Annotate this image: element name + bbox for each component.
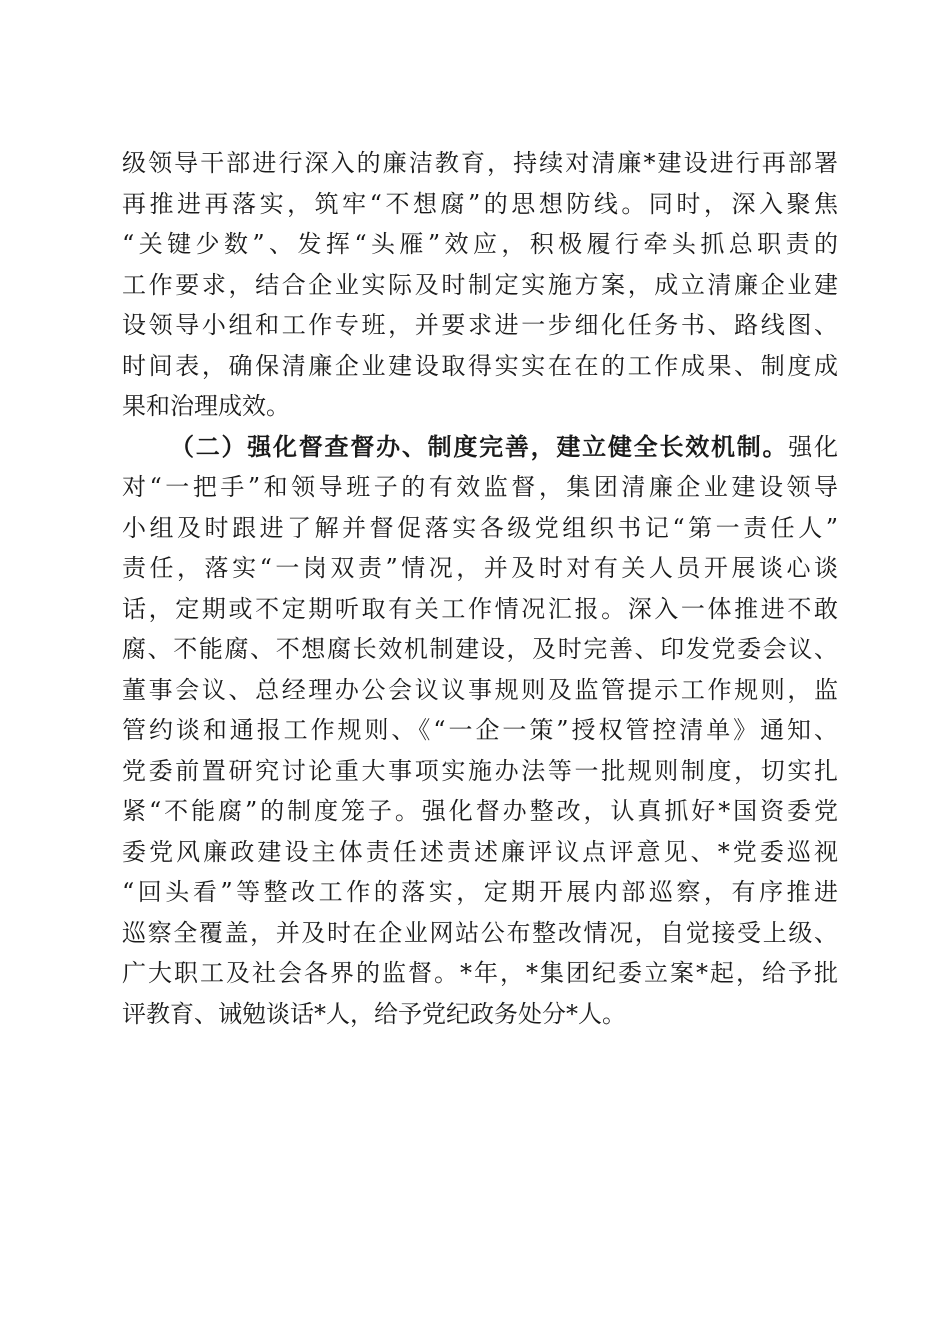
paragraph-line: 腐、不能腐、不想腐长效机制建设，及时完善、印发党委会议、: [122, 635, 838, 663]
paragraph-line: 小组及时跟进了解并督促落实各级党组织书记“第一责任人”: [122, 513, 838, 542]
paragraph-line: 广大职工及社会各界的监督。*年，*集团纪委立案*起，给予批: [122, 959, 838, 987]
paragraph-line: “关键少数”、发挥“头雁”效应，积极履行牵头抓总职责的: [122, 230, 838, 258]
paragraph-first-line: [122, 427, 838, 468]
paragraph-line: 对“一把手”和领导班子的有效监督，集团清廉企业建设领导: [122, 473, 838, 501]
paragraph-line: 果和治理成效。: [122, 392, 290, 420]
paragraph-line: 管约谈和通报工作规则、《“一企一策”授权管控清单》通知、: [122, 716, 838, 744]
paragraph-line: 设领导小组和工作专班，并要求进一步细化任务书、路线图、: [122, 311, 838, 339]
paragraph-line: 话，定期或不定期听取有关工作情况汇报。深入一体推进不敢: [122, 594, 838, 623]
paragraph-line: 董事会议、总经理办公会议议事规则及监管提示工作规则，监: [122, 675, 838, 704]
paragraph-line: 紧“不能腐”的制度笼子。强化督办整改，认真抓好*国资委党: [122, 797, 838, 825]
paragraph-line: 责任，落实“一岗双责”情况，并及时对有关人员开展谈心谈: [122, 554, 838, 582]
document-body: [122, 143, 838, 1034]
paragraph-text: 强化: [788, 432, 839, 461]
paragraph-line: 再推进再落实，筑牢“不想腐”的思想防线。同时，深入聚焦: [122, 189, 838, 218]
paragraph-line: 评教育、诫勉谈话*人，给予党纪政务处分*人。: [122, 999, 626, 1028]
section-heading: （二）强化督查督办、制度完善，建立健全长效机制。: [170, 431, 789, 461]
paragraph-line: 委党风廉政建设主体责任述责述廉评议点评意见、*党委巡视: [122, 837, 838, 866]
paragraph-line: 时间表，确保清廉企业建设取得实实在在的工作成果、制度成: [122, 351, 838, 380]
paragraph-2: [122, 427, 838, 1035]
paragraph-line: 级领导干部进行深入的廉洁教育，持续对清廉*建设进行再部署: [122, 149, 838, 177]
paragraph-line: 党委前置研究讨论重大事项实施办法等一批规则制度，切实扎: [122, 756, 838, 785]
paragraph-1: [122, 143, 838, 427]
paragraph-line: 工作要求，结合企业实际及时制定实施方案，成立清廉企业建: [122, 270, 838, 299]
paragraph-line: “回头看”等整改工作的落实，定期开展内部巡察，有序推进: [122, 878, 838, 906]
paragraph-line: 巡察全覆盖，并及时在企业网站公布整改情况，自觉接受上级、: [122, 918, 838, 947]
